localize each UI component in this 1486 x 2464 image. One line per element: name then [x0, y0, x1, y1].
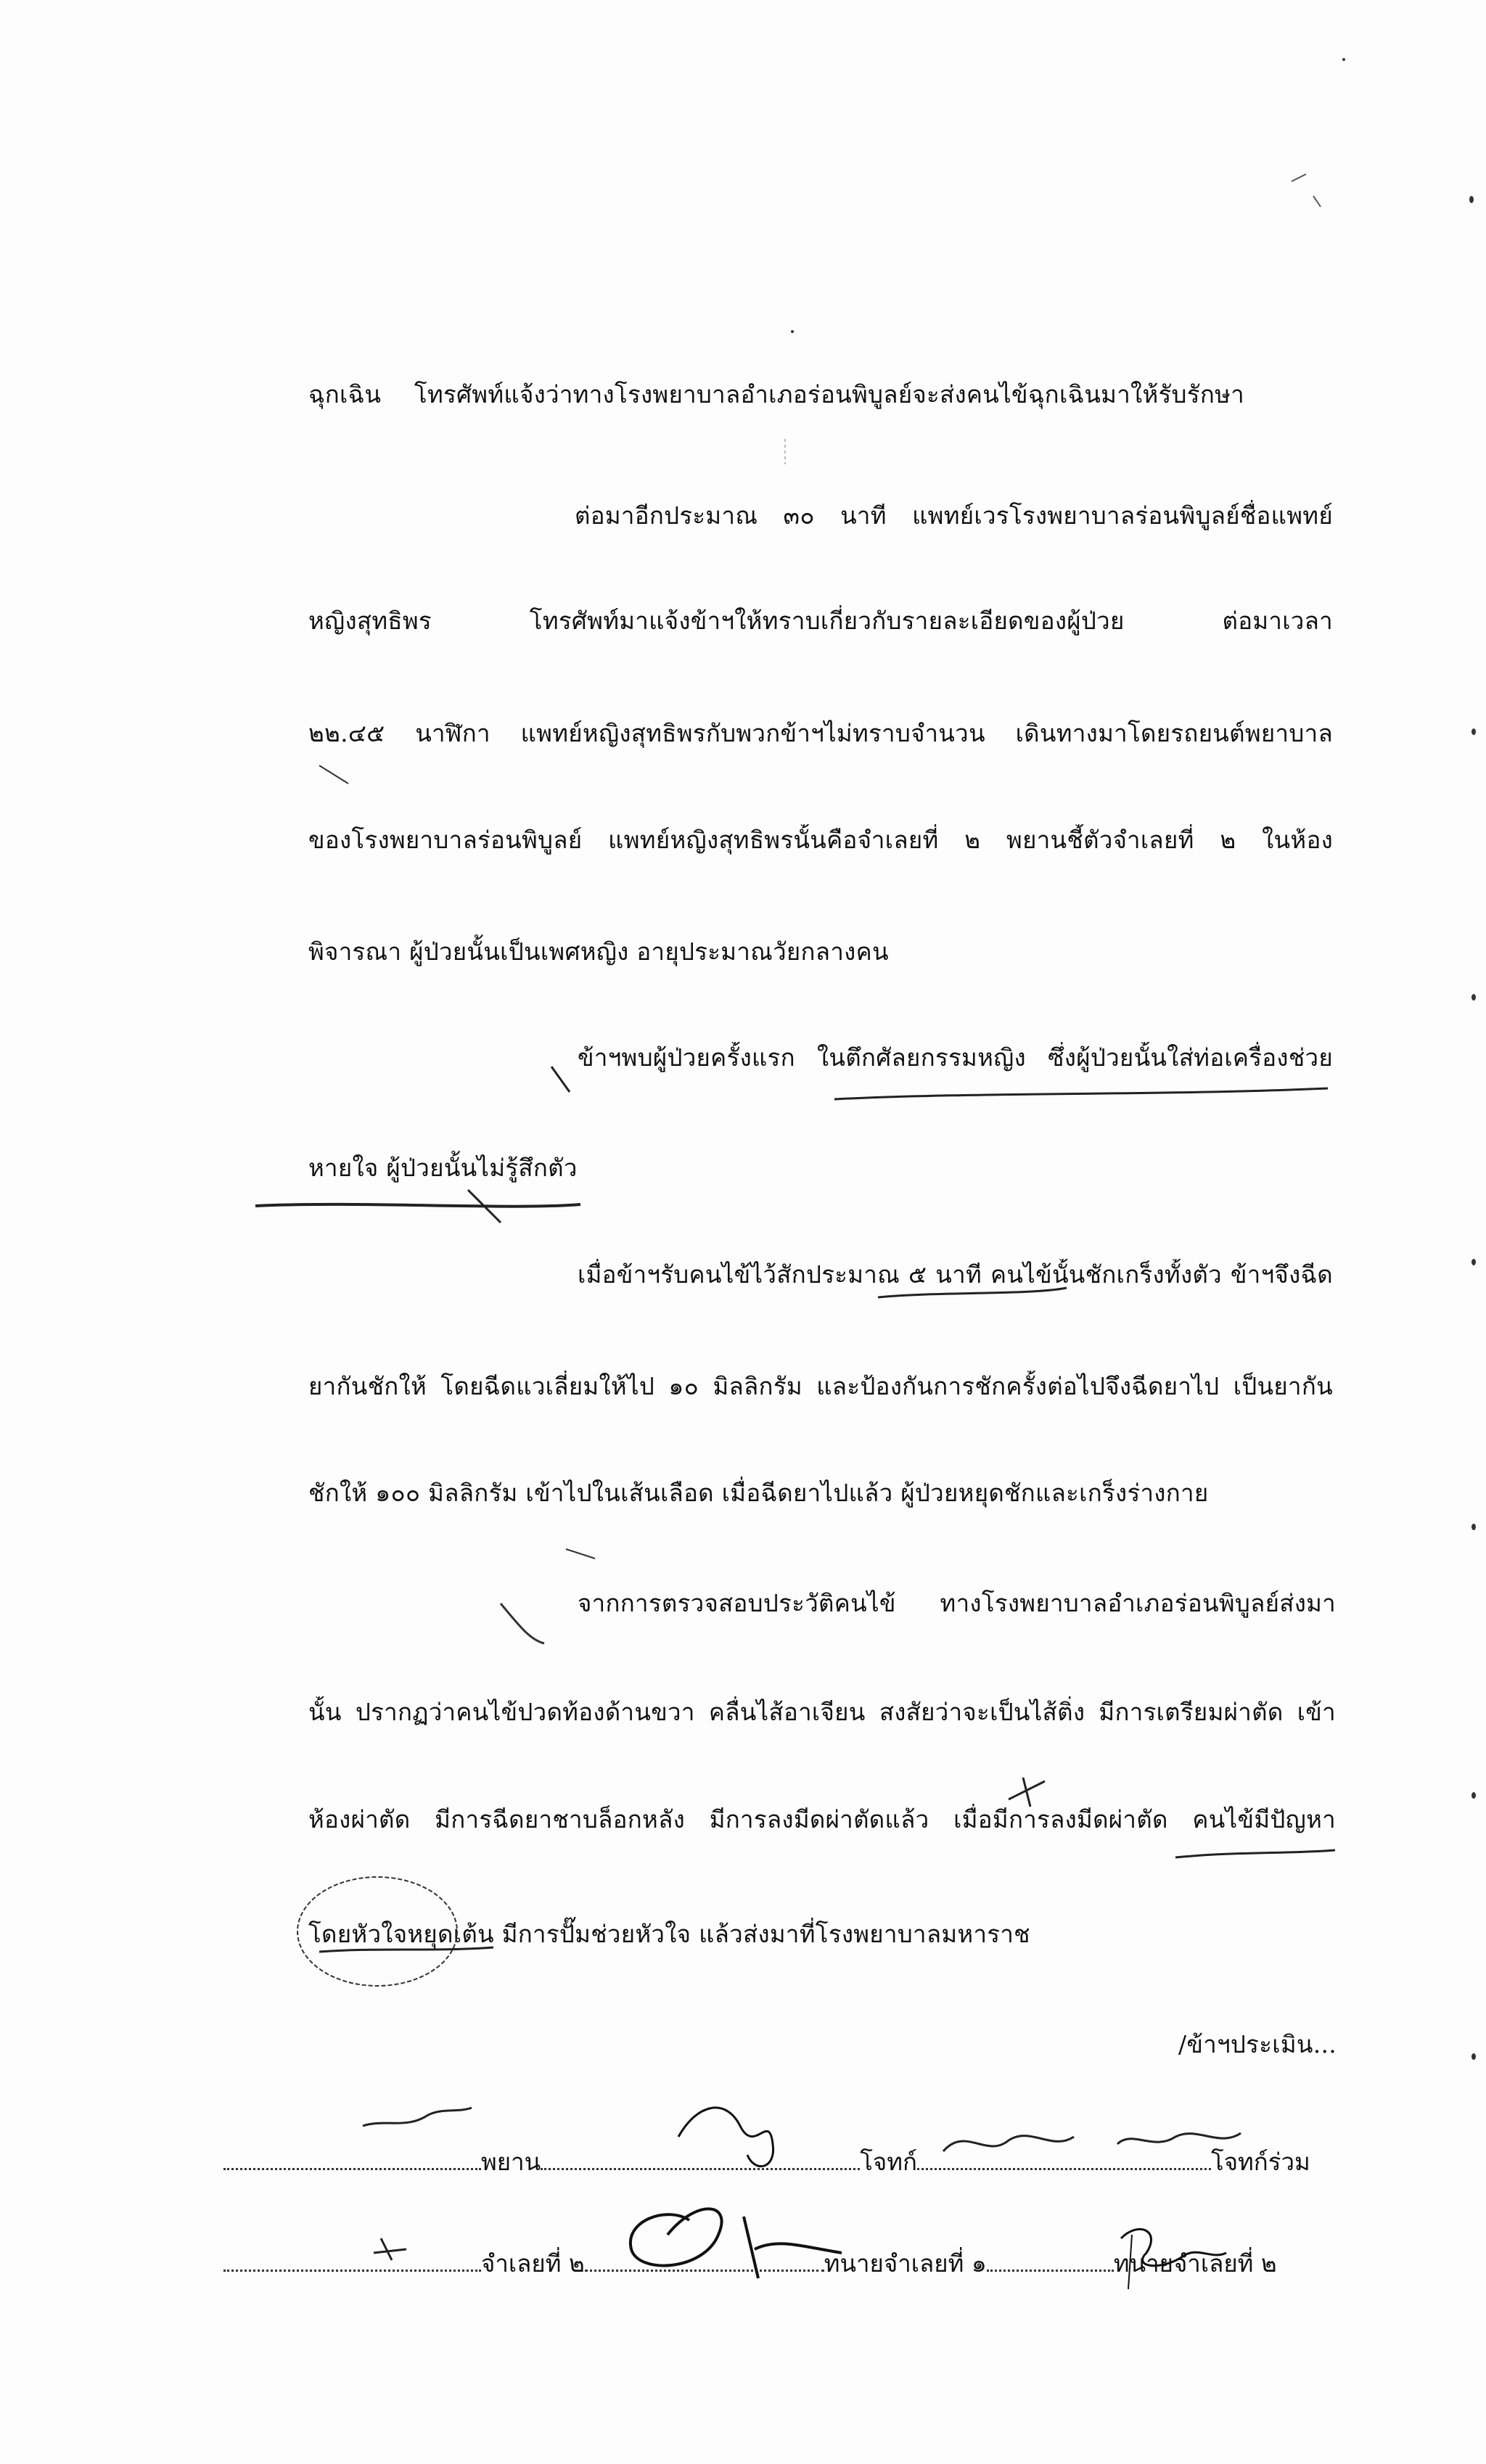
scan-speck: [791, 330, 794, 333]
hand-underline-1: [834, 1088, 1328, 1099]
hand-tick-1: [551, 1067, 570, 1092]
witness-sign-line: [223, 2148, 481, 2170]
body-line-4: ๒๒.๔๕ นาฬิกา แพทย์หญิงสุทธิพรกับพวกข้าฯไม่ทราบจำนวน เดินทางมาโดยรถยนต์พยาบาล: [308, 719, 1333, 747]
body-line-11: ชักให้ ๑๐๐ มิลลิกรัม เข้าไปในเส้นเลือด เมื่อฉีดยาไปแล้ว ผู้ป่วยหยุดชักและเกร็งร่างกาย: [308, 1479, 1209, 1507]
lawyer2-signature-space: [987, 2249, 1114, 2272]
co-plaintiff-label: โจทก์ร่วม: [1210, 2148, 1310, 2176]
body-line-14: ห้องผ่าตัด มีการฉีดยาชาบล็อกหลัง มีการลงมีดผ่าตัดแล้ว เมื่อมีการลงมีดผ่าตัด คนไข้มีปัญหา: [308, 1805, 1336, 1833]
signature-row-witness: [223, 2146, 1310, 2178]
witness-label: พยาน: [481, 2148, 541, 2176]
plaintiff-signature-space: [917, 2148, 1211, 2170]
body-line-1: ฉุกเฉิน โทรศัพท์แจ้งว่าทางโรงพยาบาลอำเภอร่อนพิบูลย์จะส่งคนไข้ฉุกเฉินมาให้รับรักษา: [308, 380, 1244, 408]
body-line-15: โดยหัวใจหยุดเต้น มีการปั๊มช่วยหัวใจ แล้วส่งมาที่โรงพยาบาลมหาราช: [308, 1920, 1030, 1948]
body-line-8: หายใจ ผู้ป่วยนั้นไม่รู้สึกตัว: [308, 1154, 578, 1182]
body-line-2: ต่อมาอีกประมาณ ๓๐ นาที แพทย์เวรโรงพยาบาลร่อนพิบูลย์ชื่อแพทย์: [575, 501, 1333, 530]
hand-tick-4: [566, 1549, 595, 1559]
scan-speck: [1471, 1792, 1476, 1799]
lawyer1-signature-space: [585, 2249, 824, 2272]
lawyer2-label: ทนายจำเลยที่ ๒: [1113, 2249, 1277, 2278]
defendant-label: จำเลยที่ ๒: [481, 2249, 585, 2278]
hand-squiggle-witness: [363, 2108, 472, 2126]
scan-speck: [1471, 994, 1476, 1001]
lawyer1-label: ทนายจำเลยที่ ๑: [824, 2249, 987, 2278]
hand-underline-2: [255, 1204, 580, 1207]
scan-mark-top: [1292, 174, 1321, 207]
body-line-9: เมื่อข้าฯรับคนไข้ไว้สักประมาณ ๕ นาที คนไข้นั้นชักเกร็งทั้งตัว ข้าฯจึงฉีด: [578, 1260, 1333, 1289]
continuation-note: /ข้าฯประเมิน...: [1178, 2030, 1337, 2058]
plaintiff-label: โจทก์: [860, 2148, 917, 2176]
scan-speck: [1471, 1259, 1476, 1265]
body-line-5: ของโรงพยาบาลร่อนพิบูลย์ แพทย์หญิงสุทธิพรนั้นคือจำเลยที่ ๒ พยานชี้ตัวจำเลยที่ ๒ ในห้อง: [308, 826, 1333, 854]
scan-speck: [1471, 1524, 1476, 1530]
signature-row-defendant: [223, 2248, 1277, 2280]
hand-tick-5: [501, 1603, 544, 1643]
body-line-7: ข้าฯพบผู้ป่วยครั้งแรก ในตึกศัลยกรรมหญิง ซึ่งผู้ป่วยนั้นใส่ท่อเครื่องช่วย: [578, 1043, 1333, 1072]
hand-underline-4: [1175, 1850, 1335, 1857]
hand-cross-mark: [1009, 1778, 1045, 1807]
defendant-sign-line: [223, 2249, 481, 2272]
scan-speck: [1471, 728, 1476, 735]
body-line-10: ยากันชักให้ โดยฉีดแวเลี่ยมให้ไป ๑๐ มิลลิกรัม และป้องกันการชักครั้งต่อไปจึงฉีดยาไป เป็นยากัน: [308, 1372, 1333, 1400]
scan-speck: [1469, 196, 1474, 203]
body-line-3: หญิงสุทธิพร โทรศัพท์มาแจ้งข้าฯให้ทราบเกี่ยวกับรายละเอียดของผู้ป่วย ต่อมาเวลา: [308, 607, 1333, 635]
body-line-13: นั้น ปรากฏว่าคนไข้ปวดท้องด้านขวา คลื่นไส้อาเจียน สงสัยว่าจะเป็นไส้ติ่ง มีการเตรียมผ่าตัด เข้า: [308, 1698, 1336, 1726]
scan-speck: [1471, 2053, 1476, 2060]
scan-speck: [1342, 58, 1345, 61]
body-line-12: จากการตรวจสอบประวัติคนไข้ ทางโรงพยาบาลอำเภอร่อนพิบูลย์ส่งมา: [578, 1589, 1336, 1617]
witness-signature-space: [541, 2148, 860, 2170]
hand-tick-3: [319, 765, 348, 784]
hand-tick-2: [468, 1190, 501, 1223]
body-line-6: พิจารณา ผู้ป่วยนั้นเป็นเพศหญิง อายุประมาณวัยกลางคน: [308, 937, 889, 966]
